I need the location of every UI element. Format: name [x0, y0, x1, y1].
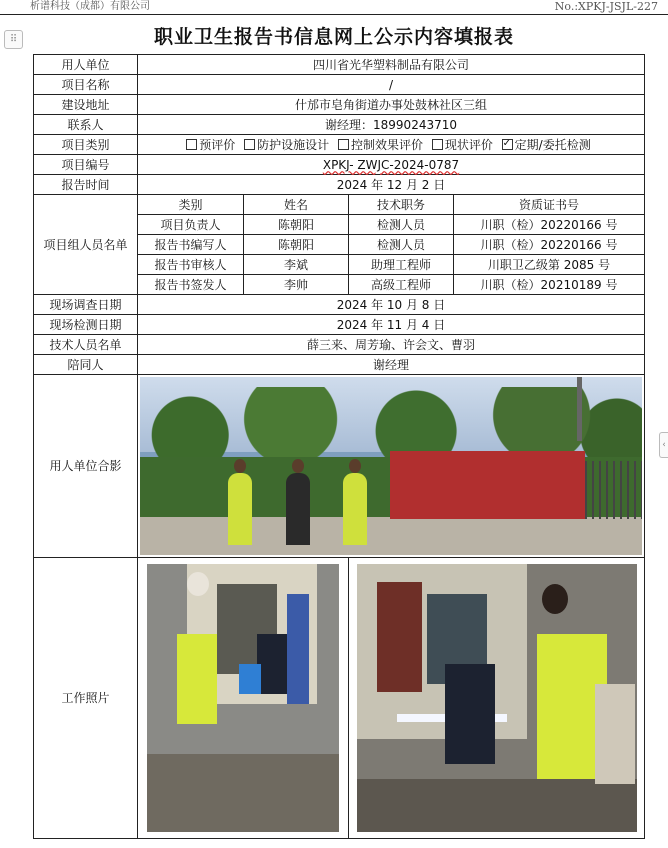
detect-date-value: 2024 年 11 月 4 日	[138, 315, 645, 335]
group-photo-label: 用人单位合影	[34, 375, 138, 558]
contact-value: 谢经理：18990243710	[138, 115, 645, 135]
escort-value: 谢经理	[138, 355, 645, 375]
contact-label: 联系人	[34, 115, 138, 135]
table-row	[34, 195, 645, 215]
category-option[interactable]: 控制效果评价	[338, 138, 423, 152]
report-time-value: 2024 年 12 月 2 日	[138, 175, 645, 195]
table-row	[34, 95, 645, 115]
category-option[interactable]: ✓ 定期/委托检测	[502, 138, 591, 152]
team-header-category: 类别	[138, 195, 244, 215]
survey-date-value: 2024 年 10 月 8 日	[138, 295, 645, 315]
table-row	[34, 335, 645, 355]
table-row	[34, 175, 645, 195]
table-row	[34, 355, 645, 375]
group-photo	[140, 377, 642, 555]
checkbox-icon[interactable]	[244, 139, 255, 150]
team-cell: 高级工程师	[349, 275, 454, 295]
detect-date-label: 现场检测日期	[34, 315, 138, 335]
page-title: 职业卫生报告书信息网上公示内容填报表	[153, 26, 514, 48]
category-option[interactable]: 现状评价	[432, 138, 493, 152]
unit-value: 四川省光华塑料制品有限公司	[138, 55, 645, 75]
table-row	[34, 375, 645, 558]
address-label: 建设地址	[34, 95, 138, 115]
team-cell: 陈朝阳	[244, 235, 349, 255]
table-row	[34, 75, 645, 95]
checkbox-icon[interactable]	[338, 139, 349, 150]
table-row	[34, 315, 645, 335]
table-row	[34, 135, 645, 155]
unit-label: 用人单位	[34, 55, 138, 75]
factory-sign-wall	[390, 451, 585, 519]
team-cell: 报告书审核人	[138, 255, 244, 275]
team-cell: 检测人员	[349, 235, 454, 255]
survey-date-label: 现场调查日期	[34, 295, 138, 315]
checkbox-icon[interactable]	[502, 139, 513, 150]
info-form-table	[33, 54, 645, 839]
project-name-label: 项目名称	[34, 75, 138, 95]
work-photo-2	[357, 564, 637, 832]
company-name: 析谱科技（成都）有限公司	[30, 1, 150, 12]
team-cell: 川职卫乙级第 2085 号	[454, 255, 645, 275]
tech-staff-value: 薛三来、周芳瑜、许会文、曹羽	[138, 335, 645, 355]
team-cell: 川职（检）20220166 号	[454, 215, 645, 235]
project-no-label: 项目编号	[34, 155, 138, 175]
tech-staff-label: 技术人员名单	[34, 335, 138, 355]
category-option[interactable]: 预评价	[186, 138, 235, 152]
category-label: 项目类别	[34, 135, 138, 155]
address-value: 什邡市皂角街道办事处鼓林社区三组	[138, 95, 645, 115]
team-cell: 检测人员	[349, 215, 454, 235]
team-cell: 川职（检）20210189 号	[454, 275, 645, 295]
checkbox-icon[interactable]	[432, 139, 443, 150]
collapse-handle-icon[interactable]: ‹	[659, 432, 668, 458]
checkbox-icon[interactable]	[186, 139, 197, 150]
table-row	[34, 295, 645, 315]
report-time-label: 报告时间	[34, 175, 138, 195]
work-photo-1	[147, 564, 339, 832]
team-cell: 李斌	[244, 255, 349, 275]
team-header-cert: 资质证书号	[454, 195, 645, 215]
team-cell: 李帅	[244, 275, 349, 295]
table-row	[34, 558, 645, 839]
team-header-title: 技术职务	[349, 195, 454, 215]
table-row	[34, 155, 645, 175]
document-number: No.:XPKJ-JSJL-227	[554, 0, 658, 13]
table-row	[34, 115, 645, 135]
team-label: 项目组人员名单	[34, 195, 138, 295]
team-cell: 项目负责人	[138, 215, 244, 235]
drag-handle-icon[interactable]: ⠿	[4, 30, 23, 49]
team-cell: 川职（检）20220166 号	[454, 235, 645, 255]
work-photo-label: 工作照片	[34, 558, 138, 839]
team-header-name: 姓名	[244, 195, 349, 215]
table-row	[34, 55, 645, 75]
category-option[interactable]: 防护设施设计	[244, 138, 329, 152]
team-cell: 陈朝阳	[244, 215, 349, 235]
project-no-value: XPKJ- ZWJC-2024-0787	[322, 157, 460, 172]
team-cell: 助理工程师	[349, 255, 454, 275]
project-name-value: /	[138, 75, 645, 95]
team-cell: 报告书签发人	[138, 275, 244, 295]
category-options	[138, 135, 645, 155]
page-header	[0, 0, 668, 15]
team-cell: 报告书编写人	[138, 235, 244, 255]
escort-label: 陪同人	[34, 355, 138, 375]
